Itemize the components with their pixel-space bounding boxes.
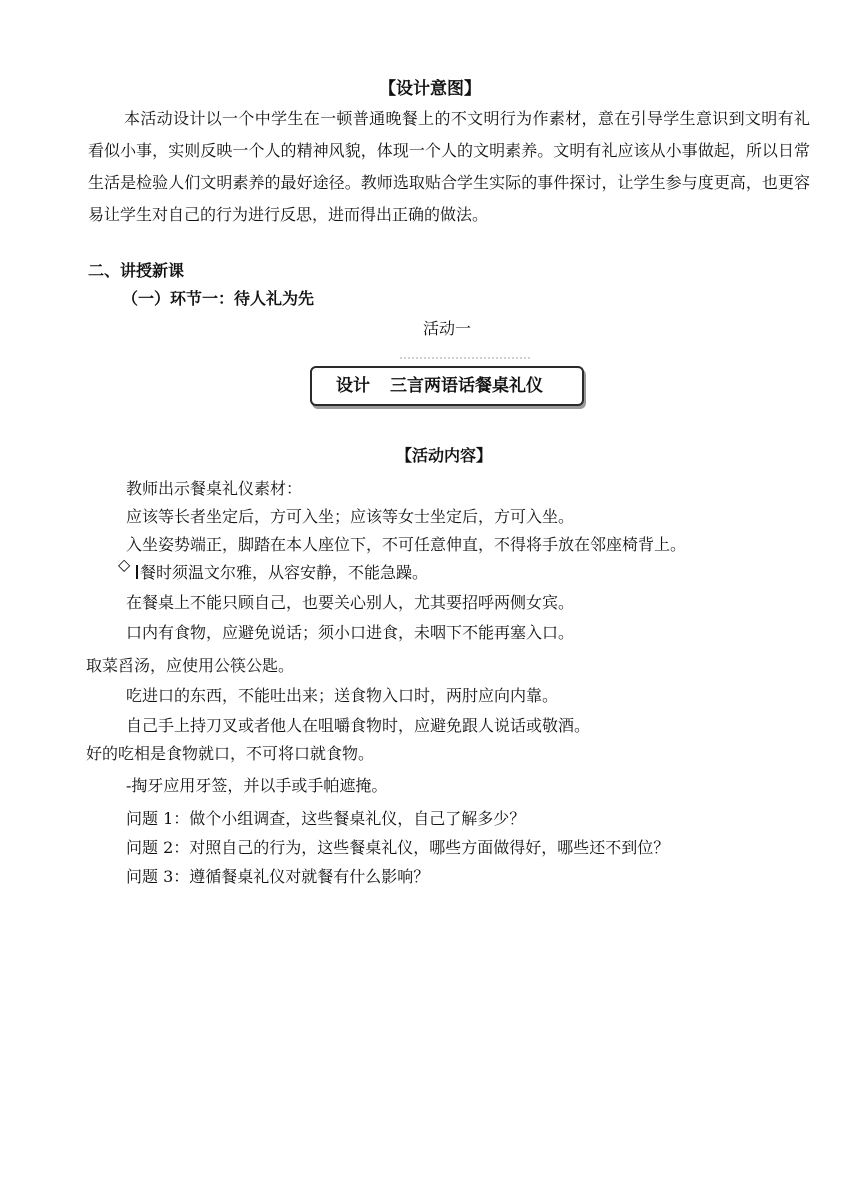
question-3: 问题 3：遵循餐桌礼仪对就餐有什么影响？ bbox=[126, 867, 430, 886]
content-title: 【活动内容】 bbox=[396, 446, 493, 465]
content-line: 吃进口的东西，不能吐出来；送食物入口时，两肘应向内靠。 bbox=[126, 686, 559, 705]
question-2: 问题 2：对照自己的行为，这些餐桌礼仪，哪些方面做得好，哪些还不到位？ bbox=[126, 838, 670, 857]
content-line: 自己手上持刀叉或者他人在咀嚼食物时，应避免跟人说话或敬酒。 bbox=[126, 716, 591, 735]
banner-prefix: 设计 bbox=[336, 376, 370, 396]
banner-decoration bbox=[400, 357, 530, 363]
content-line: 好的吃相是食物就口，不可将口就食物。 bbox=[86, 744, 375, 763]
diamond-outline-icon: ◇ bbox=[118, 555, 131, 574]
content-line: 应该等长者坐定后，方可入坐；应该等女士坐定后，方可入坐。 bbox=[126, 507, 575, 526]
content-line-text: 餐时须温文尔雅，从容安静，不能急躁。 bbox=[140, 563, 429, 582]
section-subheading: （一）环节一：待人礼为先 bbox=[122, 289, 315, 308]
activity-label: 活动一 bbox=[423, 319, 472, 338]
design-intent-paragraph: 本活动设计以一个中学生在一顿普通晚餐上的不文明行为作素材，意在引导学生意识到文明有礼看似小事，实则反映一个人的精神风貌，体现一个人的文明素养。文明有礼应该从小事做起，所以日常生活是检验人们文明素养的最好途径。教师选取贴合学生实际的事件探讨，让学生参与度更高，也更容易让学生对自己的行为进行反思，进而得出正确的做法。 bbox=[88, 109, 810, 224]
content-line bbox=[136, 560, 428, 583]
content-line: 入坐姿势端正，脚踏在本人座位下，不可任意伸直，不得将手放在邻座椅背上。 bbox=[126, 535, 687, 554]
banner-title: 三言两语话餐桌礼仪 bbox=[390, 376, 543, 396]
content-line: 在餐桌上不能只顾自己，也要关心别人，尤其要招呼两侧女宾。 bbox=[126, 593, 575, 612]
content-line: 教师出示餐桌礼仪素材： bbox=[126, 479, 303, 498]
bullet-bar-icon bbox=[136, 565, 138, 579]
design-intent-title: 【设计意图】 bbox=[379, 79, 481, 99]
section-heading: 二、讲授新课 bbox=[88, 261, 185, 280]
content-line: -掏牙应用牙签，并以手或手帕遮掩。 bbox=[126, 776, 388, 795]
activity-banner bbox=[310, 366, 584, 406]
content-line: 口内有食物，应避免说话；须小口进食，未咽下不能再塞入口。 bbox=[126, 623, 575, 642]
question-1: 问题 1：做个小组调查，这些餐桌礼仪，自己了解多少？ bbox=[126, 809, 526, 828]
content-line: 取菜舀汤，应使用公筷公匙。 bbox=[86, 656, 295, 675]
